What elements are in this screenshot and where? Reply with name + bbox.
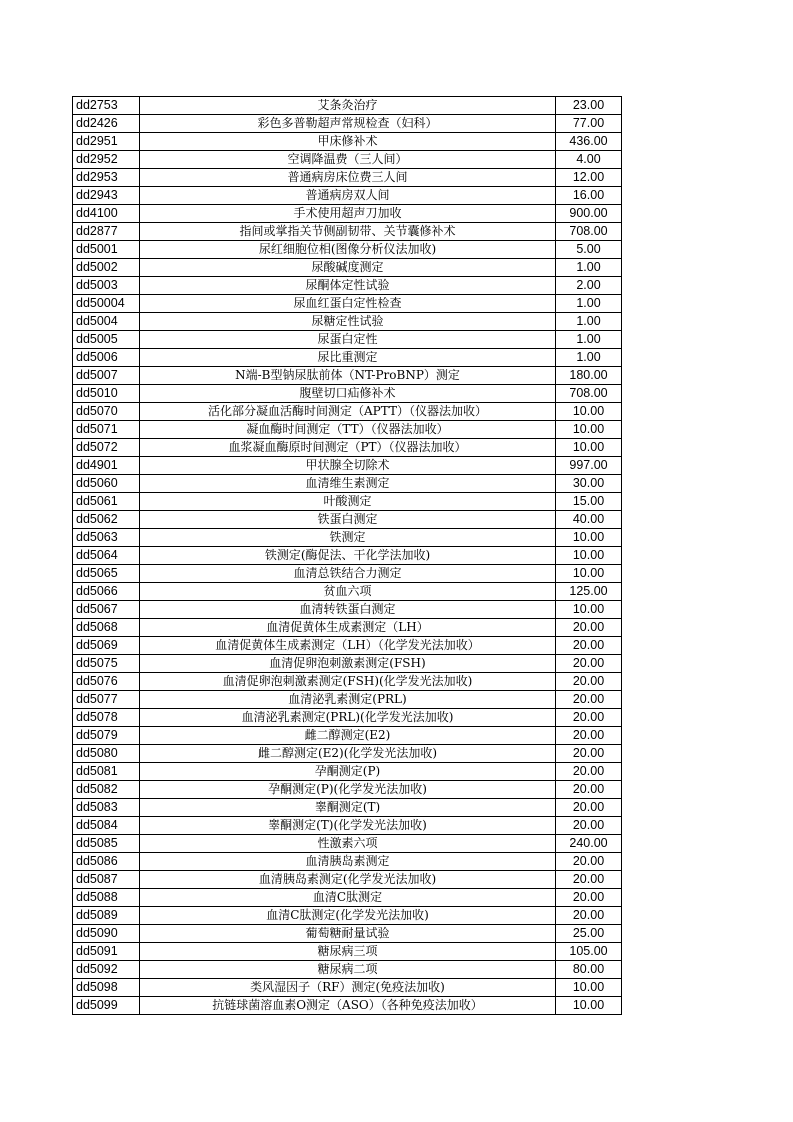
table-row [73,457,622,475]
item-code-cell: dd2877 [73,223,140,241]
item-price-cell: 125.00 [556,583,622,601]
item-code-cell: dd5084 [73,817,140,835]
item-code-cell: dd5071 [73,421,140,439]
item-name-cell: 孕酮测定(P)(化学发光法加收) [140,781,556,799]
item-price-cell: 10.00 [556,979,622,997]
table-row [73,835,622,853]
item-price-cell: 1.00 [556,331,622,349]
table-row [73,169,622,187]
table-row [73,889,622,907]
item-name-cell: 性激素六项 [140,835,556,853]
item-price-cell: 20.00 [556,745,622,763]
item-price-cell: 20.00 [556,655,622,673]
table-row [73,853,622,871]
item-code-cell: dd5076 [73,673,140,691]
item-name-cell: 糖尿病三项 [140,943,556,961]
item-price-cell: 20.00 [556,781,622,799]
item-name-cell: 血清C肽测定 [140,889,556,907]
item-code-cell: dd2943 [73,187,140,205]
item-name-cell: 尿红细胞位相(图像分析仪法加收) [140,241,556,259]
item-name-cell: 尿糖定性试验 [140,313,556,331]
table-row [73,673,622,691]
item-code-cell: dd5069 [73,637,140,655]
table-row [73,979,622,997]
item-code-cell: dd4100 [73,205,140,223]
item-name-cell: 类风湿因子（RF）测定(免疫法加收) [140,979,556,997]
item-name-cell: 雌二醇测定(E2)(化学发光法加收) [140,745,556,763]
item-code-cell: dd5072 [73,439,140,457]
table-row [73,277,622,295]
item-name-cell: 尿比重测定 [140,349,556,367]
table-row [73,439,622,457]
table-row [73,529,622,547]
item-price-cell: 10.00 [556,421,622,439]
item-name-cell: 睾酮测定(T)(化学发光法加收) [140,817,556,835]
item-price-cell: 10.00 [556,547,622,565]
item-name-cell: 血清促卵泡刺激素测定(FSH)(化学发光法加收) [140,673,556,691]
item-name-cell: 铁测定(酶促法、干化学法加收) [140,547,556,565]
table-row [73,349,622,367]
item-name-cell: 血清促黄体生成素测定（LH） [140,619,556,637]
table-row [73,547,622,565]
item-price-cell: 20.00 [556,763,622,781]
item-code-cell: dd5081 [73,763,140,781]
table-row [73,241,622,259]
item-code-cell: dd5079 [73,727,140,745]
item-name-cell: 抗链球菌溶血素O测定（ASO）（各种免疫法加收） [140,997,556,1015]
item-price-cell: 1.00 [556,313,622,331]
table-row [73,709,622,727]
item-code-cell: dd5091 [73,943,140,961]
item-name-cell: 活化部分凝血活酶时间测定（APTT）（仪器法加收） [140,403,556,421]
item-price-cell: 20.00 [556,619,622,637]
item-price-cell: 2.00 [556,277,622,295]
table-row [73,565,622,583]
table-row [73,493,622,511]
item-price-cell: 10.00 [556,529,622,547]
item-name-cell: 普通病房双人间 [140,187,556,205]
item-name-cell: 艾条灸治疗 [140,97,556,115]
item-code-cell: dd5066 [73,583,140,601]
item-name-cell: 尿酮体定性试验 [140,277,556,295]
item-code-cell: dd5082 [73,781,140,799]
item-code-cell: dd5088 [73,889,140,907]
fee-table-body [73,97,622,1015]
table-row [73,637,622,655]
item-code-cell: dd5067 [73,601,140,619]
item-code-cell: dd5080 [73,745,140,763]
item-code-cell: dd5087 [73,871,140,889]
item-code-cell: dd5006 [73,349,140,367]
item-name-cell: 孕酮测定(P) [140,763,556,781]
item-code-cell: dd5060 [73,475,140,493]
table-row [73,799,622,817]
item-price-cell: 20.00 [556,853,622,871]
table-row [73,403,622,421]
item-name-cell: 尿血红蛋白定性检查 [140,295,556,313]
item-name-cell: 手术使用超声刀加收 [140,205,556,223]
item-name-cell: 普通病房床位费三人间 [140,169,556,187]
item-name-cell: 尿蛋白定性 [140,331,556,349]
item-name-cell: 指间或掌指关节侧副韧带、关节囊修补术 [140,223,556,241]
table-row [73,601,622,619]
item-code-cell: dd5085 [73,835,140,853]
item-code-cell: dd5003 [73,277,140,295]
item-code-cell: dd5077 [73,691,140,709]
item-price-cell: 436.00 [556,133,622,151]
item-name-cell: 血清维生素测定 [140,475,556,493]
table-row [73,205,622,223]
item-price-cell: 20.00 [556,709,622,727]
item-price-cell: 20.00 [556,817,622,835]
table-row [73,367,622,385]
item-name-cell: 血清促黄体生成素测定（LH）（化学发光法加收） [140,637,556,655]
item-price-cell: 4.00 [556,151,622,169]
item-name-cell: 血清胰岛素测定 [140,853,556,871]
table-row [73,583,622,601]
item-price-cell: 10.00 [556,565,622,583]
item-name-cell: 空调降温费（三人间） [140,151,556,169]
item-code-cell: dd5010 [73,385,140,403]
table-row [73,763,622,781]
item-code-cell: dd2426 [73,115,140,133]
table-row [73,871,622,889]
item-price-cell: 80.00 [556,961,622,979]
table-row [73,619,622,637]
table-row [73,97,622,115]
item-name-cell: 血清胰岛素测定(化学发光法加收) [140,871,556,889]
item-price-cell: 10.00 [556,439,622,457]
item-price-cell: 12.00 [556,169,622,187]
item-name-cell: 尿酸碱度测定 [140,259,556,277]
item-price-cell: 20.00 [556,727,622,745]
table-row [73,925,622,943]
item-price-cell: 20.00 [556,799,622,817]
item-price-cell: 20.00 [556,637,622,655]
item-code-cell: dd2953 [73,169,140,187]
item-code-cell: dd5005 [73,331,140,349]
table-row [73,745,622,763]
item-price-cell: 23.00 [556,97,622,115]
table-row [73,259,622,277]
table-row [73,907,622,925]
table-row [73,961,622,979]
table-row [73,385,622,403]
table-row [73,511,622,529]
table-row [73,313,622,331]
item-code-cell: dd5070 [73,403,140,421]
item-name-cell: 凝血酶时间测定（TT）（仪器法加收） [140,421,556,439]
item-price-cell: 10.00 [556,403,622,421]
item-code-cell: dd50004 [73,295,140,313]
item-name-cell: 彩色多普勒超声常规检查（妇科） [140,115,556,133]
item-price-cell: 180.00 [556,367,622,385]
item-name-cell: 血清促卵泡刺激素测定(FSH) [140,655,556,673]
item-price-cell: 15.00 [556,493,622,511]
table-row [73,655,622,673]
item-code-cell: dd5061 [73,493,140,511]
table-row [73,475,622,493]
item-code-cell: dd5002 [73,259,140,277]
item-name-cell: 铁蛋白测定 [140,511,556,529]
table-row [73,223,622,241]
table-row [73,421,622,439]
item-code-cell: dd5063 [73,529,140,547]
table-row [73,691,622,709]
item-code-cell: dd5098 [73,979,140,997]
table-row [73,727,622,745]
item-name-cell: 糖尿病二项 [140,961,556,979]
item-code-cell: dd2952 [73,151,140,169]
item-code-cell: dd5001 [73,241,140,259]
item-code-cell: dd5062 [73,511,140,529]
item-code-cell: dd5078 [73,709,140,727]
item-name-cell: N端-B型钠尿肽前体（NT-ProBNP）测定 [140,367,556,385]
item-price-cell: 708.00 [556,385,622,403]
item-code-cell: dd5007 [73,367,140,385]
item-name-cell: 血清泌乳素测定(PRL)(化学发光法加收) [140,709,556,727]
table-row [73,295,622,313]
item-name-cell: 贫血六项 [140,583,556,601]
item-price-cell: 240.00 [556,835,622,853]
table-row [73,331,622,349]
item-code-cell: dd5086 [73,853,140,871]
item-code-cell: dd4901 [73,457,140,475]
item-price-cell: 30.00 [556,475,622,493]
item-code-cell: dd5004 [73,313,140,331]
item-code-cell: dd5064 [73,547,140,565]
item-price-cell: 708.00 [556,223,622,241]
item-name-cell: 叶酸测定 [140,493,556,511]
table-row [73,187,622,205]
item-name-cell: 雌二醇测定(E2) [140,727,556,745]
item-code-cell: dd5065 [73,565,140,583]
item-name-cell: 血清泌乳素测定(PRL) [140,691,556,709]
item-code-cell: dd5068 [73,619,140,637]
item-price-cell: 10.00 [556,601,622,619]
table-row [73,997,622,1015]
item-name-cell: 铁测定 [140,529,556,547]
item-name-cell: 血清转铁蛋白测定 [140,601,556,619]
item-name-cell: 腹壁切口疝修补术 [140,385,556,403]
item-price-cell: 20.00 [556,889,622,907]
item-price-cell: 1.00 [556,349,622,367]
item-price-cell: 10.00 [556,997,622,1015]
item-code-cell: dd5083 [73,799,140,817]
item-name-cell: 甲床修补术 [140,133,556,151]
item-code-cell: dd5089 [73,907,140,925]
item-code-cell: dd2753 [73,97,140,115]
item-price-cell: 16.00 [556,187,622,205]
item-price-cell: 105.00 [556,943,622,961]
table-row [73,817,622,835]
item-code-cell: dd2951 [73,133,140,151]
item-price-cell: 1.00 [556,259,622,277]
item-code-cell: dd5075 [73,655,140,673]
item-price-cell: 1.00 [556,295,622,313]
item-name-cell: 血清C肽测定(化学发光法加收) [140,907,556,925]
table-row [73,133,622,151]
item-code-cell: dd5092 [73,961,140,979]
item-name-cell: 葡萄糖耐量试验 [140,925,556,943]
item-name-cell: 血清总铁结合力测定 [140,565,556,583]
table-row [73,151,622,169]
item-price-cell: 20.00 [556,673,622,691]
table-row [73,943,622,961]
item-price-cell: 20.00 [556,907,622,925]
item-name-cell: 血浆凝血酶原时间测定（PT）（仪器法加收） [140,439,556,457]
item-price-cell: 40.00 [556,511,622,529]
item-price-cell: 25.00 [556,925,622,943]
item-name-cell: 睾酮测定(T) [140,799,556,817]
item-code-cell: dd5090 [73,925,140,943]
item-name-cell: 甲状腺全切除术 [140,457,556,475]
table-row [73,115,622,133]
fee-table [72,96,622,1015]
item-price-cell: 20.00 [556,691,622,709]
item-price-cell: 77.00 [556,115,622,133]
item-code-cell: dd5099 [73,997,140,1015]
item-price-cell: 900.00 [556,205,622,223]
item-price-cell: 5.00 [556,241,622,259]
item-price-cell: 997.00 [556,457,622,475]
item-price-cell: 20.00 [556,871,622,889]
table-row [73,781,622,799]
